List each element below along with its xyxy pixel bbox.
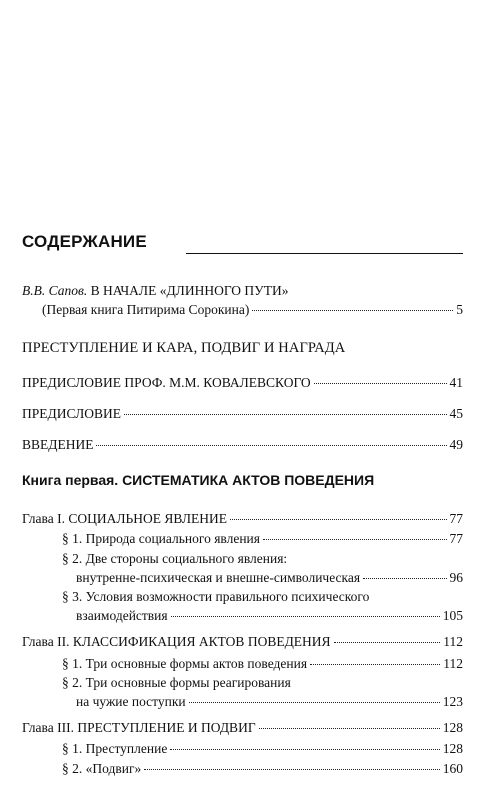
toc-entry-ch1-s2[interactable]: [76, 569, 463, 586]
toc-entry-label: взаимодействия: [76, 608, 168, 623]
book-title: Книга первая. СИСТЕМАТИКА АКТОВ ПОВЕДЕНИЯ: [22, 472, 375, 488]
toc-entry-ch1-s1[interactable]: [62, 530, 463, 547]
page-number: 96: [449, 570, 463, 585]
toc-entry-label: § 1. Три основные формы актов поведения: [62, 656, 308, 671]
page-number: 49: [449, 437, 463, 452]
leader-dots: [314, 383, 447, 384]
toc-entry-ch2-s2[interactable]: [76, 693, 463, 710]
page-number: 128: [442, 741, 463, 756]
toc-entry-ch1-s2-line1: § 2. Две стороны социального явления:: [62, 551, 288, 566]
page-number: 5: [456, 302, 463, 317]
leader-dots: [263, 539, 447, 540]
leader-dots: [171, 616, 440, 617]
toc-entry-foreword-kovalevsky[interactable]: [22, 374, 463, 391]
part-title: ПРЕСТУПЛЕНИЕ И КАРА, ПОДВИГ И НАГРАДА: [22, 340, 346, 356]
toc-entry-label: Глава II. КЛАССИФИКАЦИЯ АКТОВ ПОВЕДЕНИЯ: [22, 634, 331, 649]
page-title: СОДЕРЖАНИЕ: [22, 232, 147, 251]
page-number: 41: [449, 375, 463, 390]
leader-dots: [252, 310, 453, 311]
intro-entry-line1: [22, 282, 288, 299]
toc-entry-label: Глава I. СОЦИАЛЬНОЕ ЯВЛЕНИЕ: [22, 511, 227, 526]
leader-dots: [144, 769, 440, 770]
toc-entry-label: внутренне-психическая и внешне-символическая: [76, 570, 361, 585]
leader-dots: [96, 445, 446, 446]
leader-dots: [124, 414, 446, 415]
toc-entry-ch1-s3-line1: § 3. Условия возможности правильного психического: [62, 589, 370, 604]
page-number: 112: [443, 634, 463, 649]
toc-entry-ch3-s1[interactable]: [62, 740, 463, 757]
leader-dots: [189, 702, 440, 703]
toc-entry-label: § 1. Природа социального явления: [62, 531, 260, 546]
intro-title: В НАЧАЛЕ «ДЛИННОГО ПУТИ»: [87, 283, 289, 298]
leader-dots: [363, 578, 446, 579]
toc-entry-label: на чужие поступки: [76, 694, 186, 709]
page-number: 105: [442, 608, 463, 623]
toc-entry-chapter-1[interactable]: [22, 510, 463, 527]
page-number: 77: [449, 531, 463, 546]
toc-entry-chapter-2[interactable]: [22, 633, 463, 650]
leader-dots: [310, 664, 440, 665]
page-number: 160: [442, 761, 463, 776]
page-number: 112: [443, 656, 463, 671]
heading-rule: [186, 253, 463, 254]
leader-dots: [170, 749, 439, 750]
toc-entry-label: § 2. «Подвиг»: [62, 761, 142, 776]
intro-subtitle: (Первая книга Питирима Сорокина): [42, 302, 250, 317]
leader-dots: [230, 519, 447, 520]
toc-entry-chapter-3[interactable]: [22, 719, 463, 736]
intro-entry-line2[interactable]: [42, 301, 463, 318]
leader-dots: [334, 642, 441, 643]
leader-dots: [259, 728, 440, 729]
page-number: 45: [449, 406, 463, 421]
toc-entry-label: ПРЕДИСЛОВИЕ: [22, 406, 122, 421]
page-number: 77: [449, 511, 463, 526]
toc-entry-introduction[interactable]: [22, 436, 463, 453]
page-number: 128: [442, 720, 463, 735]
toc-entry-ch2-s2-line1: § 2. Три основные формы реагирования: [62, 675, 291, 690]
toc-entry-ch3-s2[interactable]: [62, 760, 463, 777]
toc-entry-label: ВВЕДЕНИЕ: [22, 437, 94, 452]
page-number: 123: [442, 694, 463, 709]
toc-entry-label: ПРЕДИСЛОВИЕ ПРОФ. М.М. КОВАЛЕВСКОГО: [22, 375, 311, 390]
toc-entry-label: § 1. Преступление: [62, 741, 168, 756]
toc-entry-ch1-s3[interactable]: [76, 607, 463, 624]
toc-entry-label: Глава III. ПРЕСТУПЛЕНИЕ И ПОДВИГ: [22, 720, 256, 735]
toc-entry-foreword[interactable]: [22, 405, 463, 422]
toc-entry-ch2-s1[interactable]: [62, 655, 463, 672]
intro-author: В.В. Сапов.: [22, 283, 88, 298]
